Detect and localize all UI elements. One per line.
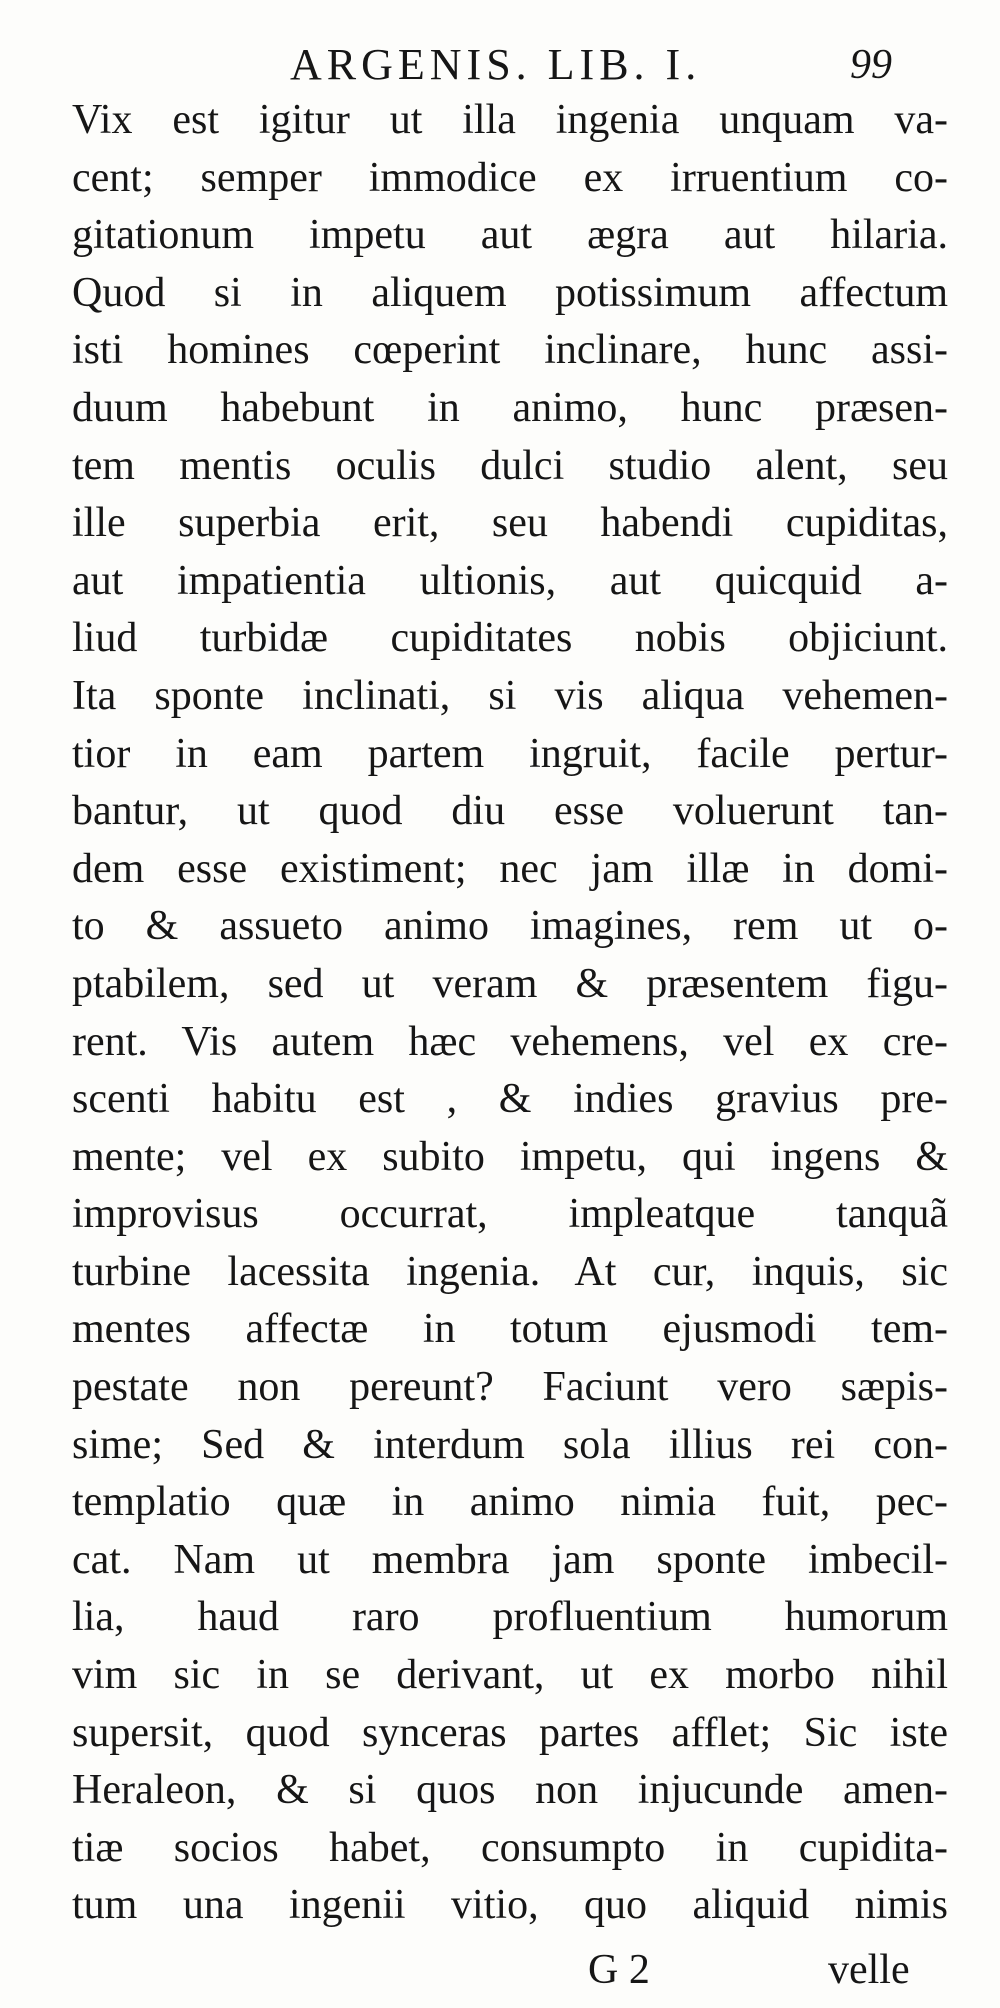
text-line: tior in eam partem ingruit, facile pertur-: [72, 730, 948, 777]
text-line: Vix est igitur ut illa ingenia unquam va-: [72, 97, 948, 143]
page-footer: [0, 1940, 1000, 2000]
text-line: Ita sponte inclinati, si vis aliqua vehemen-: [72, 672, 948, 719]
text-line: tum una ingenii vitio, quo aliquid nimis: [72, 1882, 948, 1929]
text-line: duum habebunt in animo, hunc præsen-: [72, 384, 948, 431]
page-number: 99: [850, 42, 892, 88]
text-line: tiæ socios habet, consumpto in cupidita-: [72, 1824, 948, 1871]
text-line: supersit, quod synceras partes afflet; Sic iste: [72, 1709, 948, 1756]
text-line: to & assueto animo imagines, rem ut o-: [72, 903, 948, 950]
text-line: mentes affectæ in totum ejusmodi tem-: [72, 1306, 948, 1353]
text-line: Heraleon, & si quos non injucunde amen-: [72, 1767, 948, 1814]
text-line: sime; Sed & interdum sola illius rei con-: [72, 1421, 948, 1468]
text-line: ptabilem, sed ut veram & præsentem figu-: [72, 960, 948, 1007]
text-line: cat. Nam ut membra jam sponte imbecil-: [72, 1536, 948, 1583]
text-line: scenti habitu est , & indies gravius pre-: [72, 1076, 948, 1123]
text-line: turbine lacessita ingenia. At cur, inquis, sic: [72, 1248, 948, 1295]
text-line: isti homines cœperint inclinare, hunc assi-: [72, 327, 948, 374]
catchword: velle: [828, 1947, 910, 1993]
text-line: rent. Vis autem hæc vehemens, vel ex cre-: [72, 1018, 948, 1065]
text-line: mente; vel ex subito impetu, qui ingens &: [72, 1133, 948, 1180]
signature-mark: G 2: [588, 1947, 650, 1993]
text-line: lia, haud raro profluentium humorum: [72, 1594, 948, 1641]
text-line: bantur, ut quod diu esse voluerunt tan-: [72, 788, 948, 835]
text-line: ille superbia erit, seu habendi cupiditas,: [72, 500, 948, 547]
body-text: [72, 92, 948, 1935]
text-line: improvisus occurrat, impleatque tanquã: [72, 1191, 948, 1238]
text-line: Quod si in aliquem potissimum affectum: [72, 269, 948, 316]
text-line: gitationum impetu aut ægra aut hilaria.: [72, 212, 948, 259]
running-head: [0, 30, 1000, 100]
text-line: vim sic in se derivant, ut ex morbo nihil: [72, 1652, 948, 1699]
text-line: cent; semper immodice ex irruentium co-: [72, 154, 948, 201]
text-line: dem esse existiment; nec jam illæ in domi-: [72, 845, 948, 892]
text-line: templatio quæ in animo nimia fuit, pec-: [72, 1479, 948, 1526]
text-line: aut impatientia ultionis, aut quicquid a-: [72, 557, 948, 604]
running-title: ARGENIS. LIB. I.: [290, 40, 702, 89]
text-line: pestate non pereunt? Faciunt vero sæpis-: [72, 1364, 948, 1411]
text-line: liud turbidæ cupiditates nobis objiciunt.: [72, 615, 948, 662]
text-line: tem mentis oculis dulci studio alent, seu: [72, 442, 948, 489]
